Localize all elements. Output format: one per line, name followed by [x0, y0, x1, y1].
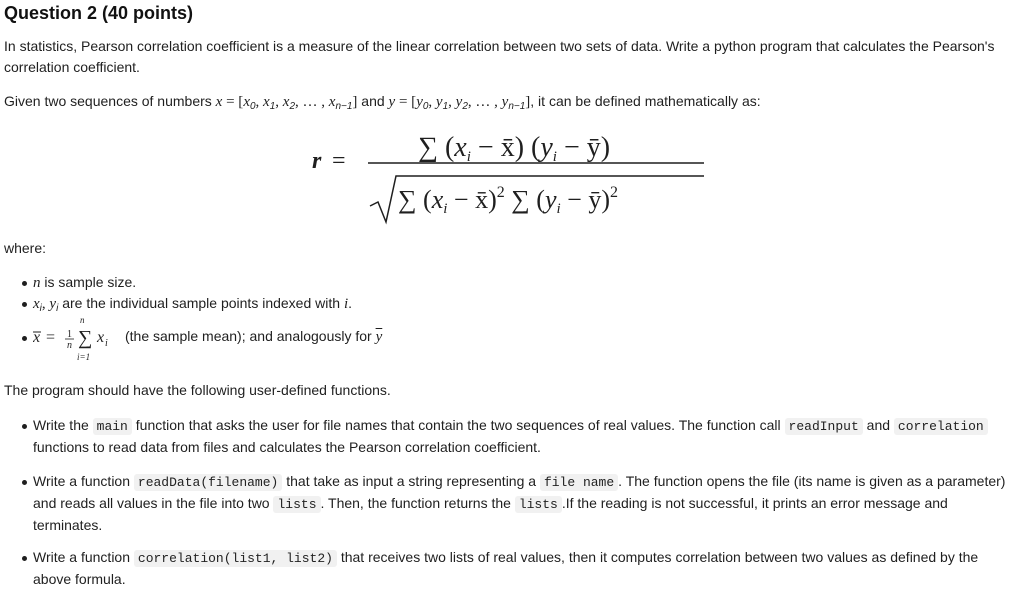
pearson-formula [300, 120, 720, 230]
svg-text:∑: ∑ [78, 327, 93, 349]
given-suffix: , it can be defined mathematically as: [530, 93, 761, 109]
svg-text:=: = [46, 329, 56, 346]
given-paragraph: Given two sequences of numbers $x = [x_0$, $x_1$, $x_2$, … , $x_{n-1}$] and $y = [y_0$, $y_1$, $y_2$, … , $y_{n-1}$], it can be defined mathematically as: [4, 93, 761, 112]
svg-text:1: 1 [67, 329, 72, 340]
where-label: where: [4, 240, 47, 256]
svg-text:x: x [33, 329, 41, 346]
code-readdata: readData(filename) [134, 474, 282, 491]
given-and: and [361, 93, 385, 109]
y-sequence-math: y [388, 94, 396, 110]
code-correlation-fn: correlation(list1, list2) [134, 550, 337, 567]
given-prefix: Given two sequences of numbers [4, 93, 212, 109]
question-page: Question 2 (40 points) In statistics, Pearson correlation coefficient is a measure of the linear correlation between two sets of data. Write a python program that calculates the Pearson's correlation coefficient. Given two sequences of numbers $x = [x_0$, $x_1$, $x_2$, … , $x_{n-1}$] and $y = [y_0$, $y_1$, $y_2$, … , $y_{n-1}$], it can be defined mathematically as: r = ∑ (xi − x̄) (yi − ȳ) ∑ (xi − x̄)$^2$ ∑ (yi − ȳ)$^2$ where: n is sample size. $x_i$, $y_i$ are the individual sample points indexed with i. x = 1 n n ∑ i=1 x i (the sample mean); and analogously for $\overline{y}$ The program should have the following user-defined functions. Write the main function that asks the user for file names that contain the two sequences of real values. The function call readInput and correlation functions to read data from files and calculates the Pearson correlation coefficient. Write a function readData(filename) that take as input a string representing a file name . The function opens the file (its name is given as a parameter) and reads all values in the file into two lists . Then, the function returns the lists .If the reading is not successful, it prints an error message and terminates. Write a function correlation(list1, list2) that receives two lists of real values, then it computes correlation between two values as defined by the above formula. [0, 0, 1024, 600]
question-title: Question 2 (40 points) [4, 3, 194, 23]
mean-formula [33, 312, 123, 362]
program-paragraph: The program should have the following user-defined functions. [4, 382, 391, 398]
code-readinput: readInput [785, 418, 863, 435]
svg-text:x: x [97, 329, 105, 346]
intro-paragraph: In statistics, Pearson correlation coefficient is a measure of the linear correlation between two sets of data. Write a python program that calculates the Pearson's correlation coefficient. [4, 38, 995, 75]
formula-numerator: ∑ (xi − x̄) (yi − ȳ) [418, 132, 611, 165]
bullet-icon [22, 480, 27, 485]
task-main: Write the main function that asks the user for file names that contain the two sequences of real values. The function call readInput and correlation functions to read data from files and calculates the Pearson correlation coefficient. [33, 415, 1018, 458]
formula-r: r [312, 148, 322, 174]
bullet-icon [22, 336, 27, 341]
svg-text:n: n [80, 315, 85, 325]
code-main: main [93, 418, 132, 435]
formula-equals: = [332, 148, 346, 174]
definition-n: n is sample size. [33, 274, 137, 291]
code-file-name: file name [540, 474, 618, 491]
task-correlation: Write a function correlation(list1, list2) that receives two lists of real values, then it computes correlation between two values as defined by the above formula. [33, 549, 979, 587]
bullet-icon [22, 281, 27, 286]
code-lists: lists [273, 496, 320, 513]
svg-text:i=1: i=1 [77, 352, 91, 362]
bullet-icon [22, 556, 27, 561]
x-sequence-math: x [215, 94, 223, 110]
svg-text:i: i [105, 338, 108, 349]
definition-xi-yi: $x_i$, $y_i$ are the individual sample points indexed with i. [33, 295, 352, 314]
svg-text:n: n [67, 340, 72, 351]
bullet-icon [22, 424, 27, 429]
formula-denominator: ∑ (xi − x̄)$^2$ ∑ (yi − ȳ)$^2$ [398, 184, 618, 217]
bullet-icon [22, 302, 27, 307]
code-correlation: correlation [894, 418, 988, 435]
task-readdata: Write a function readData(filename) that take as input a string representing a file name . The function opens the file (its name is given as a parameter) and reads all values in the file into two lists . Then, the function returns the lists .If the reading is not successful, it prints an error message and terminates. [33, 473, 1006, 533]
code-lists: lists [515, 496, 562, 513]
